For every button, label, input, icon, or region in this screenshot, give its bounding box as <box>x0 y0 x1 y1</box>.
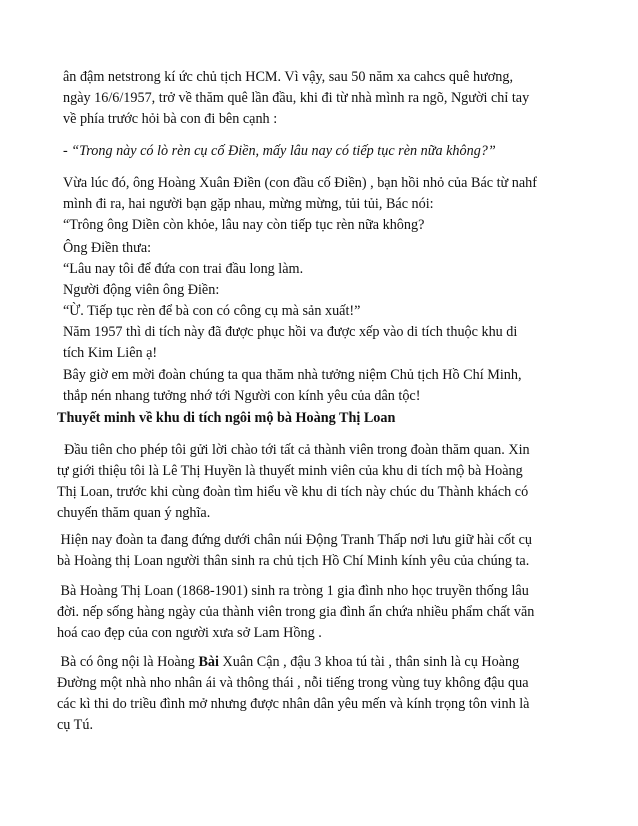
paragraph-8 <box>57 652 612 736</box>
text-line <box>57 652 612 673</box>
text-run: Bà có ông nội là Hoàng <box>57 654 199 670</box>
text-line: bà Hoàng thị Loan người thân sinh ra chủ tịch Hồ Chí Minh kính yêu của chúng ta. <box>57 553 530 569</box>
text-line: Bây giờ em mời đoàn chúng ta qua thăm nhà tưởng niệm Chủ tịch Hồ Chí Minh, <box>63 367 522 383</box>
paragraph-5 <box>57 440 612 524</box>
text-line: “Ừ. Tiếp tục rèn để bà con có công cụ mà sản xuất!” <box>63 303 361 319</box>
text-line: ân đậm netstrong kí ức chủ tịch HCM. Vì vậy, sau 50 năm xa cahcs quê hương, <box>63 69 513 85</box>
text-line: “Lâu nay tôi để đứa con trai đầu long làm. <box>63 261 304 277</box>
text-line: Ông Điền thưa: <box>63 240 152 256</box>
text-line: Vừa lúc đó, ông Hoàng Xuân Điền (con đầu cố Điền) , bạn hồi nhỏ của Bác từ nahf <box>63 175 537 191</box>
text-line: ngày 16/6/1957, trở về thăm quê lần đầu, khi đi từ nhà mình ra ngõ, Người chỉ tay <box>63 90 530 106</box>
heading-text: Thuyết minh về khu di tích ngôi mộ bà Hoàng Thị Loan <box>57 410 396 426</box>
text-line: mình đi ra, hai người bạn gặp nhau, mừng mừng, tủi tủi, Bác nói: <box>63 196 434 212</box>
text-line: thắp nén nhang tưởng nhớ tới Người con kính yêu của dân tộc! <box>63 388 421 404</box>
text-line: Thị Loan, trước khi cùng đoàn tìm hiểu về khu di tích này chúc du Thành khách có <box>57 484 529 500</box>
text-line: Người động viên ông Điền: <box>63 282 220 298</box>
paragraph-1 <box>63 67 618 130</box>
text-line: chuyến thăm quan ý nghĩa. <box>57 505 211 521</box>
paragraph-4 <box>63 365 618 407</box>
bold-text-run: Bài <box>198 654 219 670</box>
section-heading <box>57 408 612 429</box>
text-line: Đường một nhà nho nhân ái và thông thái , nỗi tiếng trong vùng tuy không đậu qua <box>57 675 529 691</box>
text-line: tích Kim Liên ạ! <box>63 345 158 361</box>
paragraph-2 <box>63 173 618 236</box>
paragraph-quote <box>63 141 618 162</box>
text-line: cụ Tú. <box>57 717 93 733</box>
text-line: tự giới thiệu tôi là Lê Thị Huyền là thuyết minh viên của khu di tích mộ bà Hoàng <box>57 463 523 479</box>
paragraph-3 <box>63 238 618 364</box>
text-line: Hiện nay đoàn ta đang đứng dưới chân núi Động Tranh Thấp nơi lưu giữ hài cốt cụ <box>57 532 532 548</box>
paragraph-6 <box>57 530 612 572</box>
text-line: đời. nếp sống hàng ngày của thành viên trong gia đình ẩn chứa nhiều phẩm chất văn <box>57 604 535 620</box>
text-line: các kì thi do triều đình mở nhưng được nhân dân yêu mến và kính trọng tôn vinh là <box>57 696 530 712</box>
text-line: Năm 1957 thì di tích này đã được phục hồi va được xếp vào di tích thuộc khu di <box>63 324 518 340</box>
text-run: Xuân Cận , đậu 3 khoa tú tài , thân sinh là cụ Hoàng <box>218 654 520 670</box>
text-line: “Trông ông Diền còn khỏe, lâu nay còn tiếp tục rèn nữa không? <box>63 217 425 233</box>
text-line: về phía trước hỏi bà con đi bên cạnh : <box>63 111 278 127</box>
text-line: Bà Hoàng Thị Loan (1868-1901) sinh ra tròng 1 gia đình nho học truyền thống lâu <box>57 583 529 599</box>
paragraph-7 <box>57 581 612 644</box>
text-line: Đầu tiên cho phép tôi gửi lời chào tới tất cả thành viên trong đoàn thăm quan. Xin <box>57 442 530 458</box>
text-line: hoá cao đẹp của con người xưa sở Lam Hồng . <box>57 625 322 641</box>
text-line: - “Trong này có lò rèn cụ cố Điền, mấy lâu nay có tiếp tục rèn nữa không?” <box>63 143 496 159</box>
